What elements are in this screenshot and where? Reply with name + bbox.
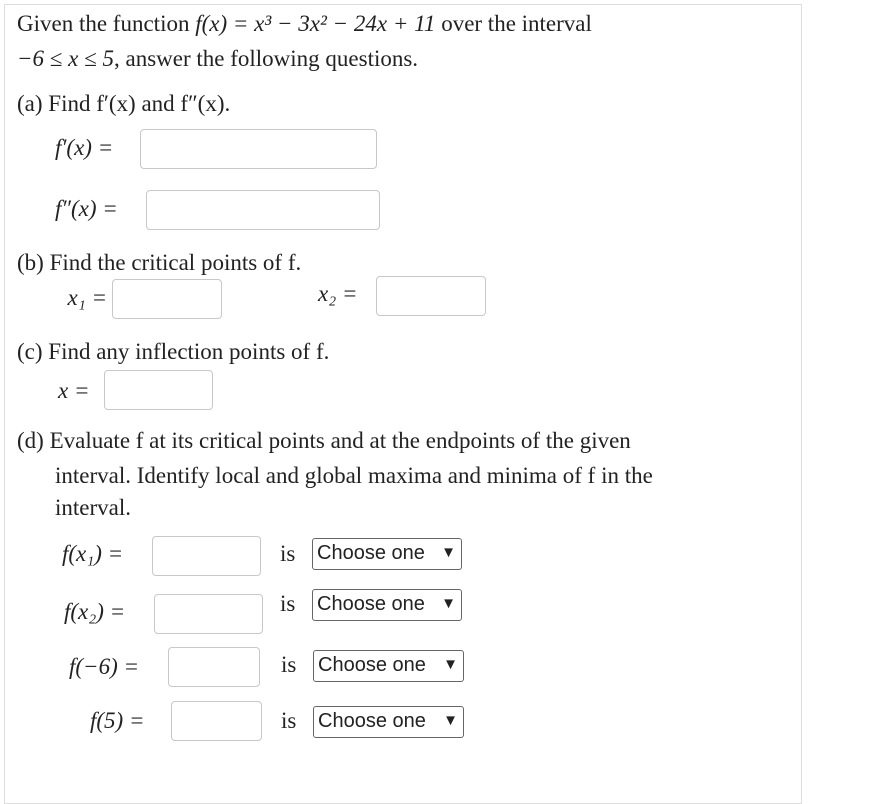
f-neg6-is: is bbox=[281, 652, 297, 677]
part-d-line-1: (d) Evaluate f at its critical points and at the endpoints of the given bbox=[17, 428, 631, 453]
fprime-input[interactable] bbox=[140, 129, 377, 169]
dropdown-arrow-icon: ▼ bbox=[443, 656, 458, 673]
part-d-line-2: interval. Identify local and global maxima and minima of f in the bbox=[55, 463, 653, 488]
f-x2-input[interactable] bbox=[154, 594, 263, 634]
part-a-prompt: (a) Find f′(x) and f″(x). bbox=[17, 91, 231, 116]
select-value: Choose one bbox=[317, 593, 425, 615]
f-x1-select[interactable] bbox=[312, 538, 462, 570]
part-b-prompt: (b) Find the critical points of f. bbox=[17, 250, 302, 275]
f-x1-input[interactable] bbox=[152, 536, 261, 576]
f-neg6-select[interactable] bbox=[313, 650, 464, 682]
select-value: Choose one bbox=[318, 654, 426, 676]
part-c-prompt: (c) Find any inflection points of f. bbox=[17, 339, 330, 364]
dropdown-arrow-icon: ▼ bbox=[443, 712, 458, 729]
intro-line-1: Given the function f(x) = x³ − 3x² − 24x + 11 over the interval bbox=[17, 11, 592, 36]
inflection-x-input[interactable] bbox=[104, 370, 213, 410]
f-5-is: is bbox=[281, 708, 297, 733]
x1-label: x₁ = bbox=[67, 285, 107, 310]
select-value: Choose one bbox=[317, 542, 425, 564]
f-5-select[interactable] bbox=[313, 706, 464, 738]
inflection-x-label: x = bbox=[58, 378, 90, 403]
f-x2-is: is bbox=[280, 591, 296, 616]
f-x2-select[interactable] bbox=[312, 589, 462, 621]
f-neg6-input[interactable] bbox=[168, 647, 260, 687]
f-neg6-label: f(−6) = bbox=[69, 654, 139, 679]
select-value: Choose one bbox=[318, 710, 426, 732]
part-d-line-3: interval. bbox=[55, 495, 131, 520]
f-5-label: f(5) = bbox=[90, 708, 145, 733]
f-5-input[interactable] bbox=[171, 701, 262, 741]
f-x2-label: f(x₂) = bbox=[64, 599, 126, 624]
x2-input[interactable] bbox=[376, 276, 486, 316]
dropdown-arrow-icon: ▼ bbox=[441, 544, 456, 561]
intro-line-2: −6 ≤ x ≤ 5, answer the following questions. bbox=[17, 46, 419, 71]
x1-input[interactable] bbox=[112, 279, 222, 319]
fprime-label: f′(x) = bbox=[55, 135, 114, 160]
dropdown-arrow-icon: ▼ bbox=[441, 595, 456, 612]
f-x1-is: is bbox=[280, 541, 296, 566]
fdouble-label: f″(x) = bbox=[55, 196, 118, 221]
x2-label: x₂ = bbox=[318, 281, 358, 306]
fdouble-input[interactable] bbox=[146, 190, 380, 230]
f-x1-label: f(x₁) = bbox=[62, 541, 124, 566]
